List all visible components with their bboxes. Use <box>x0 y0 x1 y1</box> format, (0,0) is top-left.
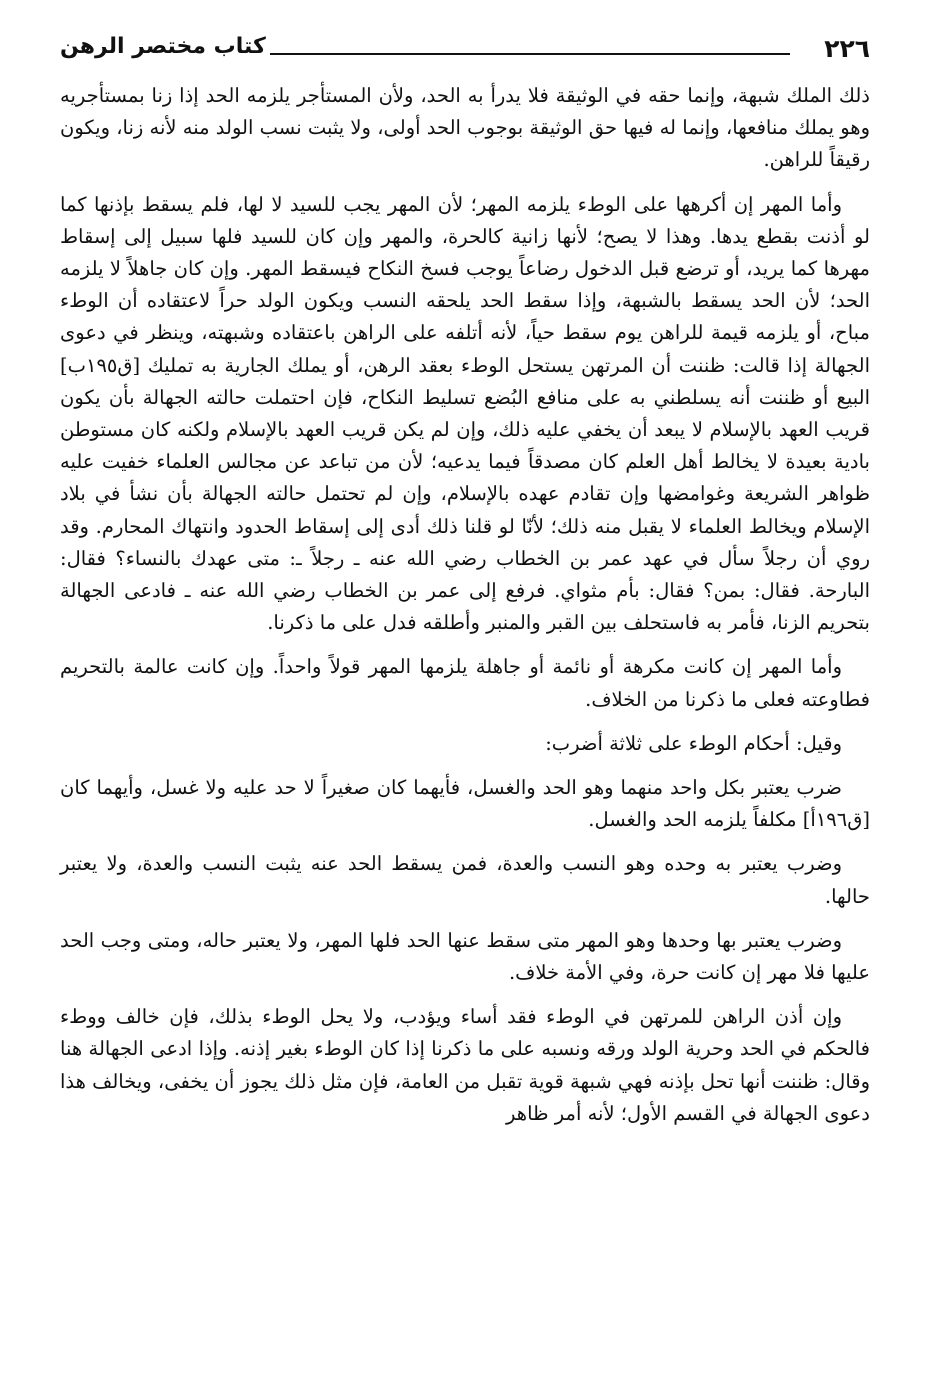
paragraph: ذلك الملك شبهة، وإنما حقه في الوثيقة فلا يدرأ به الحد، ولأن المستأجر يلزمه الحد إذا زنا بمستأجريه وهو يملك منافعها، وإنما له فيها حق الوثيقة بوجوب الحد أولى، ولا يثبت نسب الولد منه لأنه زنا، ويكون رقيقاً للراهن. <box>60 84 870 172</box>
paragraph: وأما المهر إن كانت مكرهة أو نائمة أو جاهلة يلزمها المهر قولاً واحداً. وإن كانت عالمة بالتحريم فطاوعته فعلى ما ذكرنا من الخلاف. <box>60 655 870 711</box>
body-text <box>60 80 870 1130</box>
page <box>60 30 870 1142</box>
paragraph: وأما المهر إن أكرهها على الوطء يلزمه المهر؛ لأن المهر يجب للسيد لا لها، فلم يسقط بإذنها كما لو أذنت بقطع يدها. وهذا لا يصح؛ لأنها زانية كالحرة، والمهر وإن كان للسيد فلها سبيل إلى إسقاط مهرها كما يريد، أو ترضع قبل الدخول رضاعاً يوجب فسخ النكاح فيسقط المهر. وإن كان جاهلاً لا يلزمه الحد؛ لأن الحد يسقط بالشبهة، وإذا سقط الحد يلحقه النسب ويكون الولد حراً لاعتقاده أن الوطء مباح، أو يلزمه قيمة للراهن يوم سقط حياً، لأنه أتلفه على الراهن باعتقاده وشبهته، وينظر في دعوى الجهالة إذا قالت: ظننت أن المرتهن يستحل الوطء بعقد الرهن، أو يملك الجارية به تمليك [ق١٩٥ب] البيع أو ظننت أنه يسلطني به على منافع البُضع تسليط النكاح، فإن احتملت حالته الجهالة بأن يكون قريب العهد بالإسلام لا يبعد أن يخفي عليه ذلك، وإن لم يكن قريب العهد بالإسلام ولكنه كان مستوطن بادية بعيدة لا يخالط أهل العلم كان مصدقاً فيما يدعيه؛ لأن من تباعد عن مجالس العلماء خفيت عليه ظواهر الشريعة وغوامضها وإن تقادم عهده بالإسلام، وإن لم تحتمل حالته الجهالة بأن نشأ في بلاد الإسلام ويخالط العلماء لا يقبل منه ذلك؛ لأنّا لو قلنا ذلك أدى إلى إسقاط الحدود وانتهاك المحارم. وقد روي أن رجلاً سأل في عهد عمر بن الخطاب رضي الله عنه ـ رجلاً ـ: متى عهدك بالنساء؟ فقال: البارحة. فقال: بمن؟ فقال: بأم مثواي. فرفع إلى عمر بن الخطاب رضي الله عنه ـ فادعى الجهالة بتحريم الزنا، فأمر به فاستحلف بين القبر والمنبر وأطلقه فدل على ما ذكرنا. <box>60 192 870 635</box>
book-title: كتاب مختصر الرهن <box>60 34 266 59</box>
page-header <box>60 30 870 68</box>
paragraph: وضرب يعتبر بها وحدها وهو المهر متى سقط عنها الحد فلها المهر، ولا يعتبر حاله، ومتى وجب الحد عليها فلا مهر إن كانت حرة، وفي الأمة خلاف. <box>60 928 870 985</box>
paragraph: وضرب يعتبر به وحده وهو النسب والعدة، فمن يسقط الحد عنه يثبت النسب والعدة، ولا يعتبر حالها. <box>60 852 870 908</box>
header-rule <box>270 53 790 55</box>
paragraph: وإن أذن الراهن للمرتهن في الوطء فقد أساء ويؤدب، ولا يحل الوطء بذلك، فإن خالف ووطء فالحكم في الحد وحرية الولد ورقه ونسبه على ما ذكرنا إذا كان الوطء بغير إذنه. وإذا ادعى الجهالة هنا وقال: ظننت أنها تحل بإذنه فهي شبهة قوية تقبل من العامة، فإن مثل ذلك يجوز أن يخفى، ويخالف هذا دعوى الجهالة في القسم الأول؛ لأنه أمر ظاهر <box>60 1005 870 1125</box>
paragraph: وقيل: أحكام الوطء على ثلاثة أضرب: <box>545 731 842 755</box>
page-number: ٢٢٦ <box>824 34 870 63</box>
paragraph: ضرب يعتبر بكل واحد منهما وهو الحد والغسل، فأيهما كان صغيراً لا حد عليه ولا غسل، وأيهما كان [ق١٩٦أ] مكلفاً يلزمه الحد والغسل. <box>60 776 870 832</box>
